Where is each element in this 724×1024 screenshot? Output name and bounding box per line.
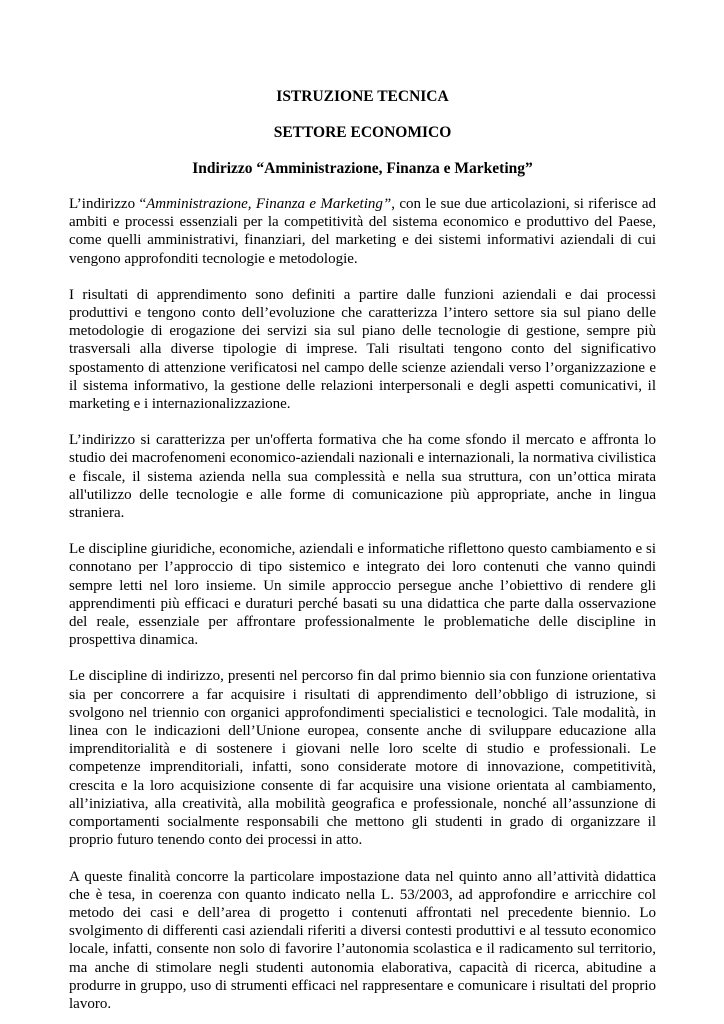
paragraph-track-disciplines: Le discipline di indirizzo, presenti nel percorso fin dal primo biennio sia con funzione orientativa sia per concorrere a far acquisire i risultati di apprendimento dell’obbligo di istruzione, si svolgono nel triennio con organici approfondimenti specialistici e tecnologici. Tale modalità, in linea con le indicazioni dell’Unione europea, consente anche di sviluppare educazione alla imprenditorialità e di sostenere i giovani nelle loro scelte di studio e professionali. Le competenze imprenditoriali, infatti, sono considerate motore di innovazione, competitività, crescita e la loro acquisizione consente di far acquisire una visione orientata al cambiamento, all’iniziativa, alla creatività, alla mobilità geografica e professionale, nonché all’assunzione di comportamenti socialmente responsabili che mettono gli studenti in grado di organizzare il proprio futuro tenendo conto dei processi in atto. (69, 668, 656, 849)
paragraph-learning-results: I risultati di apprendimento sono definiti a partire dalle funzioni aziendali e dai processi produttivi e tengono conto dell’evoluzione che caratterizza l’intero settore sia sul piano delle metodologie di erogazione dei servizi sia sul piano delle tecnologie di gestione, sempre più trasversali alla diverse tipologie di imprese. Tali risultati tengono conto del significativo spostamento di attenzione verificatosi nel campo delle scienze aziendali verso l’organizzazione e il sistema informativo, la gestione delle relazioni interpersonali e degli aspetti comunicativi, il marketing e i internazionalizzazione. (69, 286, 656, 413)
paragraph-intro (69, 195, 656, 268)
sector-heading: SETTORE ECONOMICO (273, 124, 452, 141)
paragraph-intro-rest: , con le sue due articolazioni, si riferisce ad ambiti e processi essenziali per la competitività del sistema economico e produttivo del Paese, come quelli amministrativi, finanziari, del marketing e dei sistemi informativi aziendali di cui vengono approfonditi tecnologie e metodologie. (69, 196, 656, 267)
paragraph-fifth-year: A queste finalità concorre la particolare impostazione data nel quinto anno all’attività didattica che è tesa, in coerenza con quanto indicato nella L. 53/2003, ad approfondire e arricchire col metodo dei casi e dell’area di progetto i contenuti affrontati nel precedente biennio. Lo svolgimento di differenti casi aziendali riferiti a diversi contesti produttivi e al tessuto economico locale, infatti, consente non solo di favorire l’autonomia scolastica e il radicamento sul territorio, ma anche di stimolare negli studenti autonomia elaborativa, capacità di ricerca, abitudine a produrre in gruppo, uso di strumenti efficaci nel rappresentare e comunicare i risultati del proprio lavoro. (69, 868, 656, 1012)
paragraph-intro-lead: L’indirizzo “ (69, 196, 147, 212)
paragraph-offer: L’indirizzo si caratterizza per un'offerta formativa che ha come sfondo il mercato e affronta lo studio dei macrofenomeni economico-aziendali nazionali e internazionali, la normativa civilistica e fiscale, il sistema azienda nella sua complessità e nella sua struttura, con un’ottica mirata all'utilizzo delle tecnologie e alle forme di comunicazione più appropriate, anche in lingua straniera. (69, 432, 656, 522)
paragraph-disciplines: Le discipline giuridiche, economiche, aziendali e informatiche riflettono questo cambiamento e si connotano per l’approccio di tipo sistemico e integrato dei loro contenuti che vanno quindi sempre letti nel loro insieme. Un simile approccio persegue anche l’obiettivo di rendere gli apprendimenti più efficaci e duraturi perché basati su una didattica che parte dalla osservazione del reale, essenziale per affrontare professionalmente le problematiche delle discipline in prospettiva dinamica. (69, 541, 656, 649)
track-heading: Indirizzo “Amministrazione, Finanza e Marketing” (192, 160, 533, 177)
paragraph-intro-italic: Amministrazione, Finanza e Marketing” (146, 196, 392, 212)
document-page (69, 80, 656, 1013)
document-title: ISTRUZIONE TECNICA (276, 88, 449, 105)
